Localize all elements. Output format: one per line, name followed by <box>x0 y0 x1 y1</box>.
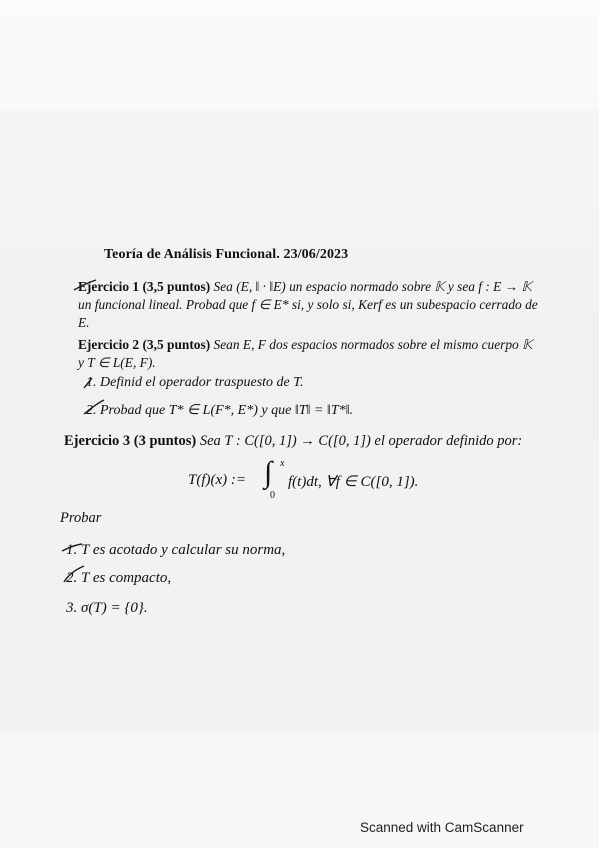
formula-lhs: T(f)(x) := <box>188 472 247 488</box>
exercise-3-item-3: 3. σ(T) = {0}. <box>66 600 148 616</box>
exercise-3-heading: Ejercicio 3 (3 puntos) <box>64 433 197 449</box>
scanner-watermark: Scanned with CamScanner <box>360 820 524 835</box>
formula-lower-limit: 0 <box>270 490 275 501</box>
exercise-1-body: Sea (E, ‖ · ‖E) un espacio normado sobre 𝕂 y sea f : E → 𝕂 un funcional lineal. Probad que f ∈ E* si, y solo si, Kerf es un subespacio cerrado de E. <box>78 279 538 330</box>
probar-label: Probar <box>60 510 102 526</box>
exercise-3-body: Sea T : C([0, 1]) → C([0, 1]) el operador definido por: <box>199 433 523 449</box>
checkmark-icon <box>84 400 104 414</box>
exercise-2-heading: Ejercicio 2 (3,5 puntos) <box>78 337 211 352</box>
checkmark-icon <box>64 566 84 582</box>
exercise-2-body: Sean E, F dos espacios normados sobre el mismo cuerpo 𝕂 y T ∈ L(E, F). <box>78 337 533 370</box>
formula-upper-limit: x <box>280 458 285 469</box>
formula-rhs: f(t)dt, ∀f ∈ C([0, 1]). <box>288 474 419 490</box>
checkmark-icon <box>62 544 82 551</box>
exercise-3-item-2: 2. T es compacto, <box>66 570 172 586</box>
exam-title: Teoría de Análisis Funcional. 23/06/2023 <box>104 247 349 262</box>
exercise-1-heading: Ejercicio 1 (3,5 puntos) <box>78 279 211 294</box>
exercise-2-item-2: 2. Probad que T* ∈ L(F*, E*) y que ‖T‖ = ‖T*‖. <box>86 403 354 418</box>
checkmark-icon <box>84 378 92 388</box>
integral-sign-icon: ∫ <box>264 456 273 489</box>
checkmark-icon <box>74 280 96 290</box>
exercise-3-item-1: 1. T es acotado y calcular su norma, <box>66 542 286 558</box>
exercise-2-item-1: 1. Definid el operador traspuesto de T. <box>86 375 304 390</box>
